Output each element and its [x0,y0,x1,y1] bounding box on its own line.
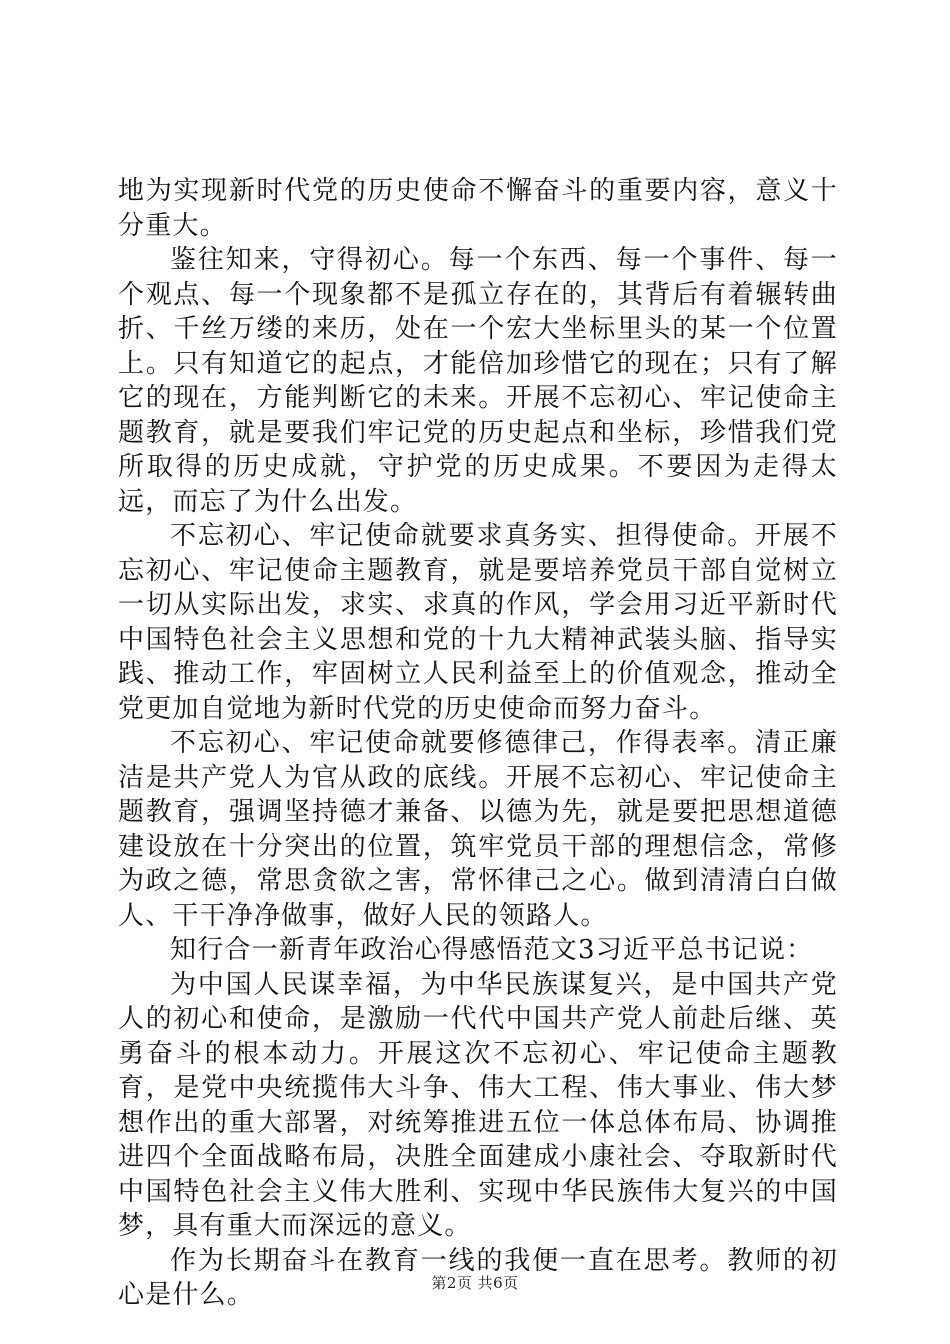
paragraph: 不忘初心、牢记使命就要修德律己，作得表率。清正廉洁是共产党人为官从政的底线。开展不忘初心、牢记使命主题教育，强调坚持德才兼备、以德为先，就是要把思想道德建设放在十分突出的位置，筑牢党员干部的理想信念，常修为政之德，常思贪欲之害，常怀律己之心。做到清清白白做人、干干净净做事，做好人民的领路人。 [118,728,838,931]
paragraph: 鉴往知来，守得初心。每一个东西、每一个事件、每一个观点、每一个现象都不是孤立存在的，其背后有着辗转曲折、千丝万缕的来历，处在一个宏大坐标里头的某一个位置上。只有知道它的起点，才能倍加珍惜它的现在；只有了解它的现在，方能判断它的未来。开展不忘初心、牢记使命主题教育，就是要我们牢记党的历史起点和坐标，珍惜我们党所取得的历史成就，守护党的历史成果。不要因为走得太远，而忘了为什么出发。 [118,245,838,517]
document-body [118,174,838,1313]
paragraph: 为中国人民谋幸福，为中华民族谋复兴，是中国共产党人的初心和使命，是激励一代代中国共产党人前赴后继、英勇奋斗的根本动力。开展这次不忘初心、牢记使命主题教育，是党中央统揽伟大斗争、伟大工程、伟大事业、伟大梦想作出的重大部署，对统筹推进五位一体总体布局、协调推进四个全面战略布局，决胜全面建成小康社会、夺取新时代中国特色社会主义伟大胜利、实现中华民族伟大复兴的中国梦，具有重大而深远的意义。 [118,969,838,1241]
paragraph: 不忘初心、牢记使命就要求真务实、担得使命。开展不忘初心、牢记使命主题教育，就是要培养党员干部自觉树立一切从实际出发，求实、求真的作风，学会用习近平新时代中国特色社会主义思想和党的十九大精神武装头脑、指导实践、推动工作，牢固树立人民利益至上的价值观念，推动全党更加自觉地为新时代党的历史使命而努力奋斗。 [118,521,838,724]
section-heading: 知行合一新青年政治心得感悟范文3习近平总书记说： [170,935,814,965]
page-number-footer: 第2页 共6页 [431,1274,519,1292]
paragraph-continued: 地为实现新时代党的历史使命不懈奋斗的重要内容，意义十分重大。 [118,176,838,241]
paragraph: 作为长期奋斗在教育一线的我便一直在思考。教师的初心是什么。 [118,1245,838,1310]
